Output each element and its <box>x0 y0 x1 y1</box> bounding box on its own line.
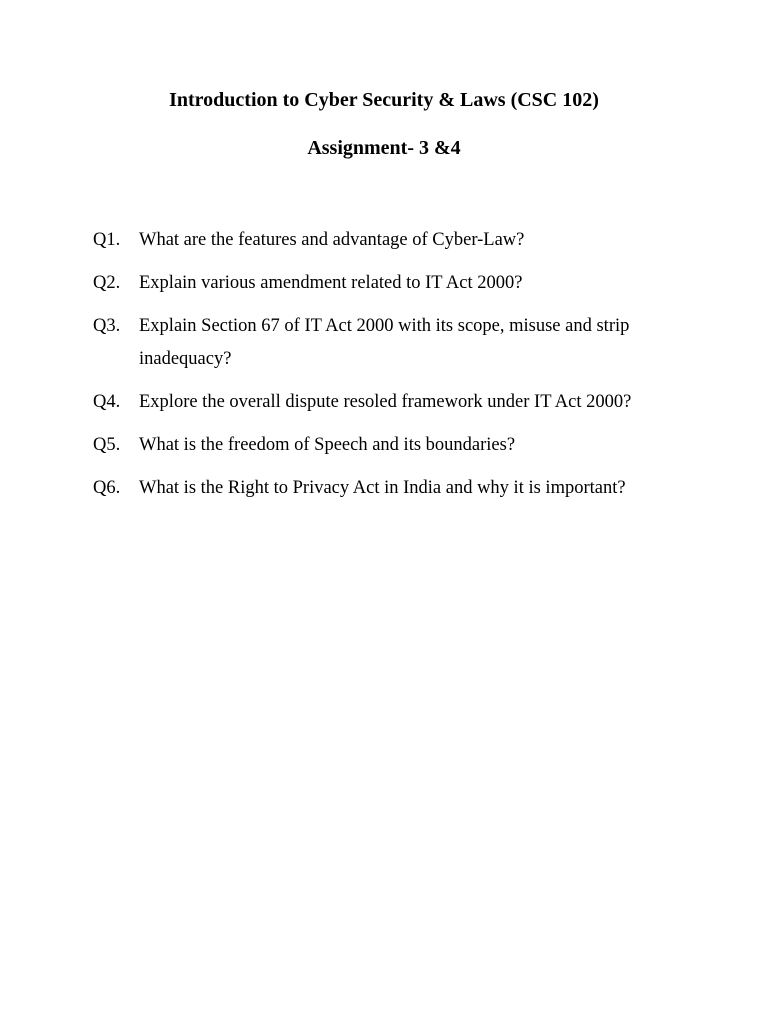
question-text: Explain various amendment related to IT Act 2000? <box>139 273 523 293</box>
question-number: Q1. <box>93 230 121 250</box>
question-number: Q6. <box>93 478 121 498</box>
question-item-2 <box>93 267 673 300</box>
question-text: Explore the overall dispute resoled framework under IT Act 2000? <box>139 392 632 412</box>
question-text: What are the features and advantage of Cyber-Law? <box>139 230 525 250</box>
question-text: What is the Right to Privacy Act in India and why it is important? <box>139 478 626 498</box>
question-list <box>93 224 673 515</box>
question-item-6 <box>93 472 673 505</box>
question-item-1 <box>93 224 673 257</box>
question-item-3 <box>93 310 673 376</box>
question-number: Q2. <box>93 273 121 293</box>
page-title: Introduction to Cyber Security & Laws (CSC 102) <box>169 89 599 111</box>
question-number: Q3. <box>93 316 121 336</box>
question-item-5 <box>93 429 673 462</box>
question-number: Q4. <box>93 392 121 412</box>
question-text: Explain Section 67 of IT Act 2000 with its scope, misuse and strip inadequacy? <box>139 316 630 369</box>
question-text: What is the freedom of Speech and its boundaries? <box>139 435 516 455</box>
question-item-4 <box>93 386 673 419</box>
assignment-subtitle: Assignment- 3 &4 <box>307 137 461 159</box>
question-number: Q5. <box>93 435 121 455</box>
